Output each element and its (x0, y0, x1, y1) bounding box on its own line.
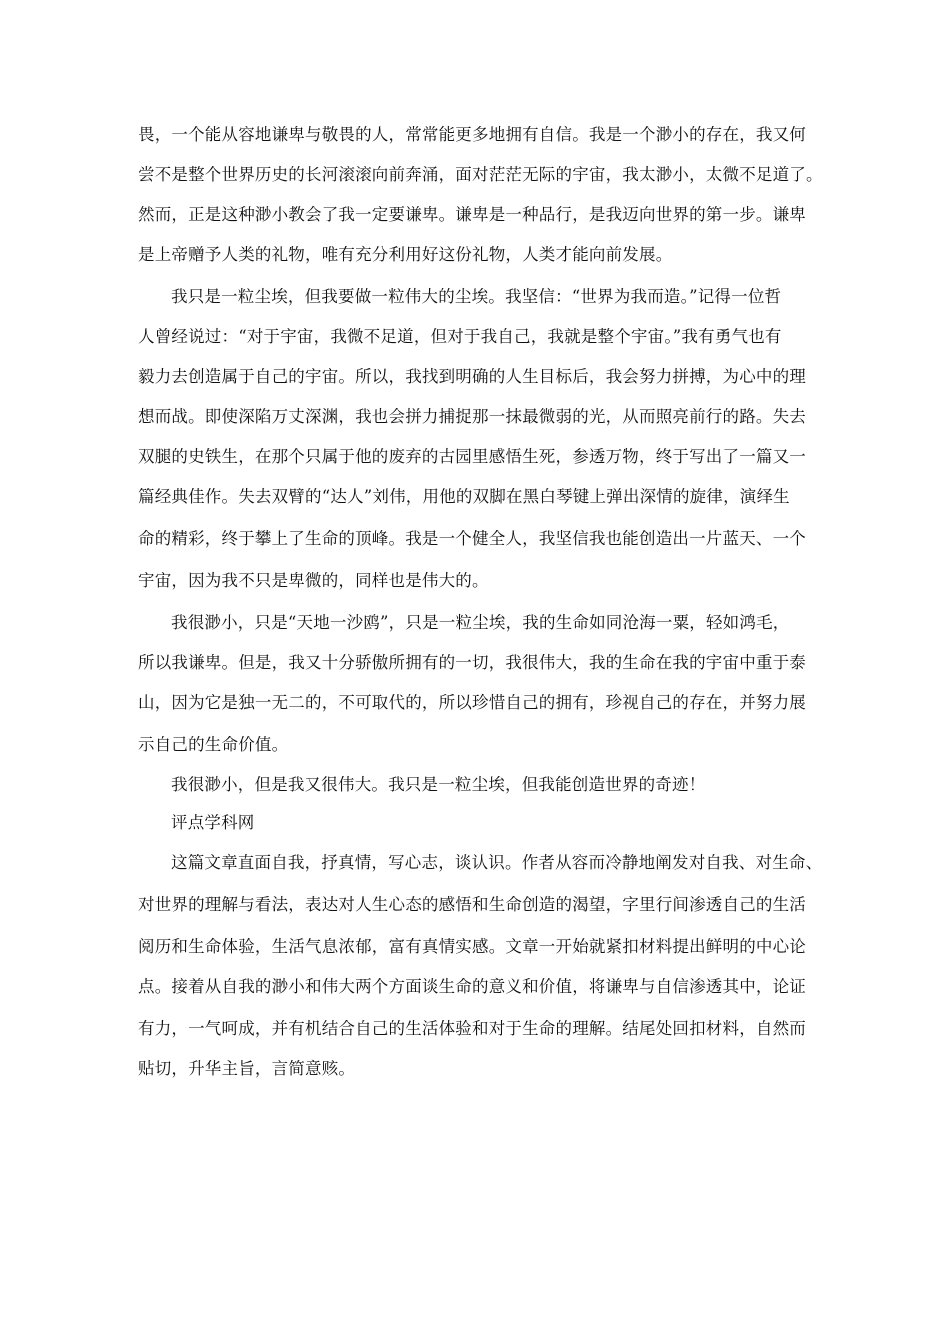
text-line: 篇经典佳作。失去双臂的“达人”刘伟，用他的双脚在黑白琴键上弹出深情的旋律，演绎生 (138, 487, 790, 506)
text-line: 示自己的生命价值。 (138, 735, 289, 754)
text-line: 我很渺小，只是“天地一沙鸥”，只是一粒尘埃，我的生命如同沧海一粟，轻如鸿毛， (171, 613, 790, 632)
text-line: 贴切，升华主旨，言简意赅。 (138, 1059, 356, 1078)
text-line: 这篇文章直面自我，抒真情，写心志，谈认识。作者从容而冷静地阐发对自我、对生命、 (171, 853, 823, 872)
text-line: 点。接着从自我的渺小和伟大两个方面谈生命的意义和价值，将谦卑与自信渗透其中，论证 (138, 977, 806, 996)
text-line: 然而，正是这种渺小教会了我一定要谦卑。谦卑是一种品行，是我迈向世界的第一步。谦卑 (138, 205, 806, 224)
text-line: 命的精彩，终于攀上了生命的顶峰。我是一个健全人，我坚信我也能创造出一片蓝天、一个 (138, 529, 806, 548)
text-line: 是上帝赠予人类的礼物，唯有充分利用好这份礼物，人类才能向前发展。 (138, 245, 673, 264)
text-line: 毅力去创造属于自己的宇宙。所以，我找到明确的人生目标后，我会努力拼搏，为心中的理 (138, 367, 806, 386)
text-line: 宇宙，因为我不只是卑微的，同样也是伟大的。 (138, 571, 489, 590)
text-line: 有力，一气呵成，并有机结合自己的生活体验和对于生命的理解。结尾处回扣材料，自然而 (138, 1019, 806, 1038)
section-heading: 评点学科网 (171, 813, 255, 832)
text-line: 畏，一个能从容地谦卑与敬畏的人，常常能更多地拥有自信。我是一个渺小的存在，我又何 (138, 125, 806, 144)
text-line: 尝不是整个世界历史的长河滚滚向前奔涌，面对茫茫无际的宇宙，我太渺小，太微不足道了。 (138, 165, 823, 184)
text-line: 人曾经说过：“对于宇宙，我微不足道，但对于我自己，我就是整个宇宙。”我有勇气也有 (138, 327, 782, 346)
text-line: 我只是一粒尘埃，但我要做一粒伟大的尘埃。我坚信：“世界为我而造。”记得一位哲 (171, 287, 782, 306)
text-line: 双腿的史铁生，在那个只属于他的废弃的古园里感悟生死，参透万物，终于写出了一篇又一 (138, 447, 806, 466)
text-line: 对世界的理解与看法，表达对人生心态的感悟和生命创造的渴望，字里行间渗透自己的生活 (138, 895, 806, 914)
text-line: 我很渺小，但是我又很伟大。我只是一粒尘埃，但我能创造世界的奇迹！ (171, 775, 706, 794)
text-line: 山，因为它是独一无二的，不可取代的，所以珍惜自己的拥有，珍视自己的存在，并努力展 (138, 693, 806, 712)
text-line: 阅历和生命体验，生活气息浓郁，富有真情实感。文章一开始就紧扣材料提出鲜明的中心论 (138, 937, 806, 956)
text-line: 所以我谦卑。但是，我又十分骄傲所拥有的一切，我很伟大，我的生命在我的宇宙中重于泰 (138, 653, 806, 672)
text-line: 想而战。即使深陷万丈深渊，我也会拼力捕捉那一抹最微弱的光，从而照亮前行的路。失去 (138, 407, 806, 426)
